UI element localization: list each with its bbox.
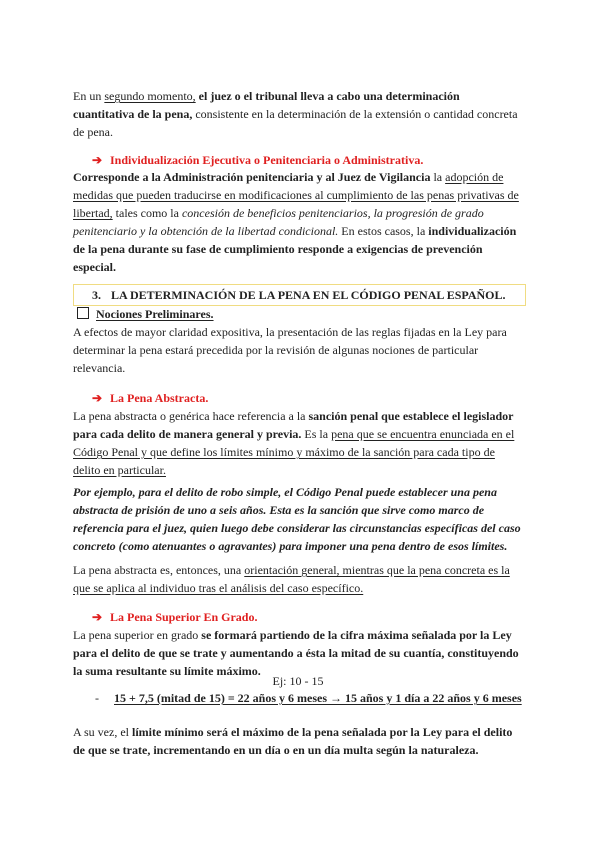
arrow-bullet-icon: ➔ [92,610,103,624]
list-dash: - [95,691,99,705]
heading-pena-superior: ➔ La Pena Superior En Grado. [92,610,258,624]
example-calculation: 15 + 7,5 (mitad de 15) = 22 años y 6 meses → 15 años y 1 día a 22 años y 6 meses [114,691,522,705]
section-heading-box: 3. LA DETERMINACIÓN DE LA PENA EN EL CÓDIGO PENAL ESPAÑOL. [73,284,526,306]
paragraph-pena-abstracta: La pena abstracta o genérica hace referencia a la sanción penal que establece el legislador para cada delito de manera general y previa. Es la pena que se encuentra enunciada en el Código Penal y que define los límites mínimo y máximo de la sanción para cada tipo de delito en particular. [73,409,515,477]
section-title: LA DETERMINACIÓN DE LA PENA EN EL CÓDIGO PENAL ESPAÑOL. [111,288,506,302]
paragraph-limite-minimo: A su vez, el límite mínimo será el máximo de la pena señalada por la Ley para el delito de que se trate, incrementando en un día o en un día multa según la naturaleza. [73,725,513,757]
checkbox-icon [77,307,89,319]
example-range: Ej: 10 - 15 [272,674,324,688]
paragraph-ejecutiva: Corresponde a la Administración penitenciaria y al Juez de Vigilancia la adopción de medidas que pueden traducirse en modificaciones al cumplimiento de las penas privativas de libertad, tales como la concesión de beneficios penitenciarios, la progresión de grado penitenciario y la obtención de la libertad condicional. En estos casos, la individualización de la pena durante su fase de cumplimiento responde a exigencias de prevención especial. [73,170,519,274]
subheading-nociones: Nociones Preliminares. [77,305,214,323]
paragraph-nociones: A efectos de mayor claridad expositiva, la presentación de las reglas fijadas en la Ley para determinar la pena estará precedida por la revisión de algunas nociones de particular relevancia. [73,325,507,375]
paragraph-orientacion-general: La pena abstracta es, entonces, una orientación general, mientras que la pena concreta es la que se aplica al individuo tras el análisis del caso específico. [73,563,510,595]
heading-pena-abstracta: ➔ La Pena Abstracta. [92,391,209,405]
heading-individualizacion-ejecutiva: ➔ Individualización Ejecutiva o Penitenciaria o Administrativa. [92,153,424,167]
paragraph-segundo-momento: En un segundo momento, el juez o el tribunal lleva a cabo una determinación cuantitativa de la pena, consistente en la determinación de la extensión o cantidad concreta de pena. [73,89,518,139]
paragraph-ejemplo-robo: Por ejemplo, para el delito de robo simple, el Código Penal puede establecer una pena abstracta de prisión de uno a seis años. Esta es la sanción que sirve como marco de referencia para el juez, quien luego debe considerar las circunstancias específicas del caso concreto (como atenuantes o agravantes) para imponer una pena dentro de esos límites. [73,485,521,553]
paragraph-pena-superior: La pena superior en grado se formará partiendo de la cifra máxima señalada por la Ley para el delito de que se trate y aumentando a ésta la mitad de su cuantía, constituyendo la suma resultante su límite máximo. [73,628,519,678]
arrow-bullet-icon: ➔ [92,391,103,405]
arrow-bullet-icon: ➔ [92,153,103,167]
